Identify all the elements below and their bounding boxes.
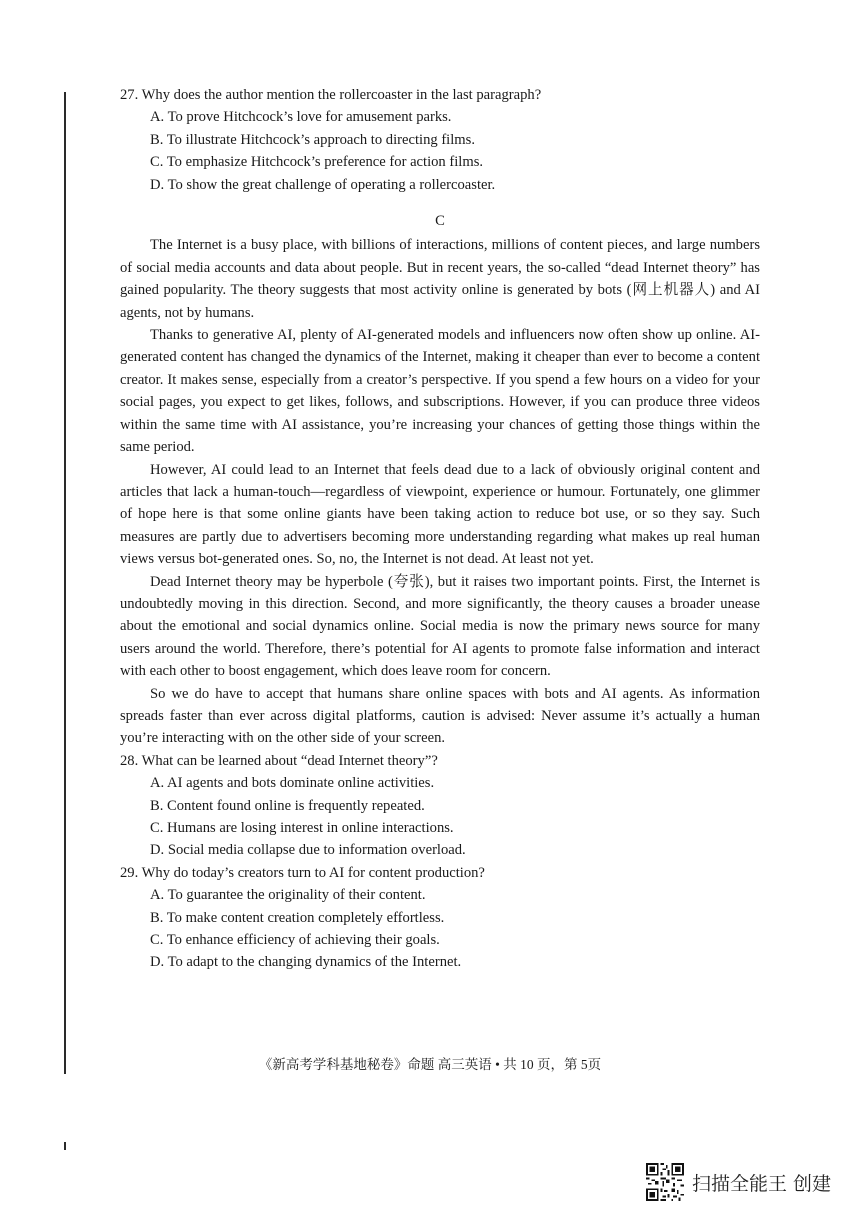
passage-paragraph: The Internet is a busy place, with billions of interactions, millions of content pieces, and large numbers of social media accounts and data about people. But in recent years, the so-called “dead Internet theory” has gained popularity. The theory suggests that most activity online is generated by bots (网上机器人) and AI agents, not by humans. — [120, 237, 760, 321]
question-28-option-a: A. AI agents and bots dominate online activities. — [150, 775, 435, 792]
question-28-stem: 28. What can be learned about “dead Internet theory”? — [120, 752, 438, 769]
passage-paragraph: Thanks to generative AI, plenty of AI-generated models and influencers now often show up online. AI-generated content has changed the dynamics of the Internet, making it cheaper than ever to become a content creator. It makes sense, especially from a creator’s perspective. If you spend a few hours on a video for your social pages, you expect to get likes, follows, and subscriptions. However, if you can produce three videos within the same time with AI assistance, you’re increasing your chances of getting those things within the same period. — [120, 327, 760, 456]
question-28-option-d: D. Social media collapse due to information overload. — [150, 842, 466, 859]
question-29-stem: 29. Why do today’s creators turn to AI for content production? — [120, 864, 485, 881]
question-28-option-c: C. Humans are losing interest in online interactions. — [150, 820, 454, 836]
passage-paragraph: Dead Internet theory may be hyperbole (夸张), but it raises two important points. First, the Internet is undoubtedly moving in this direction. Second, and more significantly, the theory causes a broader unease about the emotional and social dynamics online. Social media is now the primary news source for many users around the world. Therefore, there’s potential for AI agents to promote false information and interact with each other to boost engagement, which does leave room for concern. — [120, 573, 760, 680]
watermark-text: 扫描全能王 创建 — [692, 1172, 832, 1195]
question-27-option-c: C. To emphasize Hitchcock’s preference for action films. — [150, 154, 484, 171]
question-29-option-c: C. To enhance efficiency of achieving their goals. — [150, 932, 440, 949]
question-29-option-a: A. To guarantee the originality of their content. — [150, 887, 426, 904]
margin-tick — [64, 1142, 66, 1150]
question-28 — [120, 750, 760, 862]
question-29-option-d: D. To adapt to the changing dynamics of the Internet. — [150, 954, 462, 971]
passage-paragraph: So we do have to accept that humans share online spaces with bots and AI agents. As information spreads faster than ever across digital platforms, caution is advised: Never assume it’s actually a human you’re interacting with on the other side of your screen. — [120, 685, 760, 747]
passage-paragraph: However, AI could lead to an Internet that feels dead due to a lack of obviously original content and articles that lack a human-touch—regardless of viewpoint, experience or humour. Fortunately, one glimmer of hope here is that some online giants have been taking action to reduce bot use, or so they say. Such measures are partly due to advertisers becoming more understanding regarding what makes up real human views versus bot-generated ones. So, no, the Internet is not dead. At least not yet. — [120, 461, 760, 568]
question-27-stem: 27. Why does the author mention the rollercoaster in the last paragraph? — [120, 87, 542, 103]
section-heading: C — [435, 213, 445, 230]
question-27-option-b: B. To illustrate Hitchcock’s approach to directing films. — [150, 131, 475, 148]
passage-c — [120, 210, 760, 750]
question-28-option-b: B. Content found online is frequently repeated. — [150, 797, 425, 814]
exam-page-content — [120, 84, 760, 974]
question-29-option-b: B. To make content creation completely effortless. — [150, 909, 445, 926]
question-29 — [120, 862, 760, 974]
margin-line — [64, 92, 66, 1074]
question-27 — [120, 84, 760, 196]
qr-code-icon — [646, 1163, 684, 1201]
page-footer: 《新高考学科基地秘卷》命题 高三英语 • 共 10 页，第 5页 — [258, 1057, 602, 1072]
question-27-option-d: D. To show the great challenge of operating a rollercoaster. — [150, 176, 496, 193]
question-27-option-a: A. To prove Hitchcock’s love for amusement parks. — [150, 109, 452, 126]
scanner-watermark — [646, 1163, 831, 1201]
